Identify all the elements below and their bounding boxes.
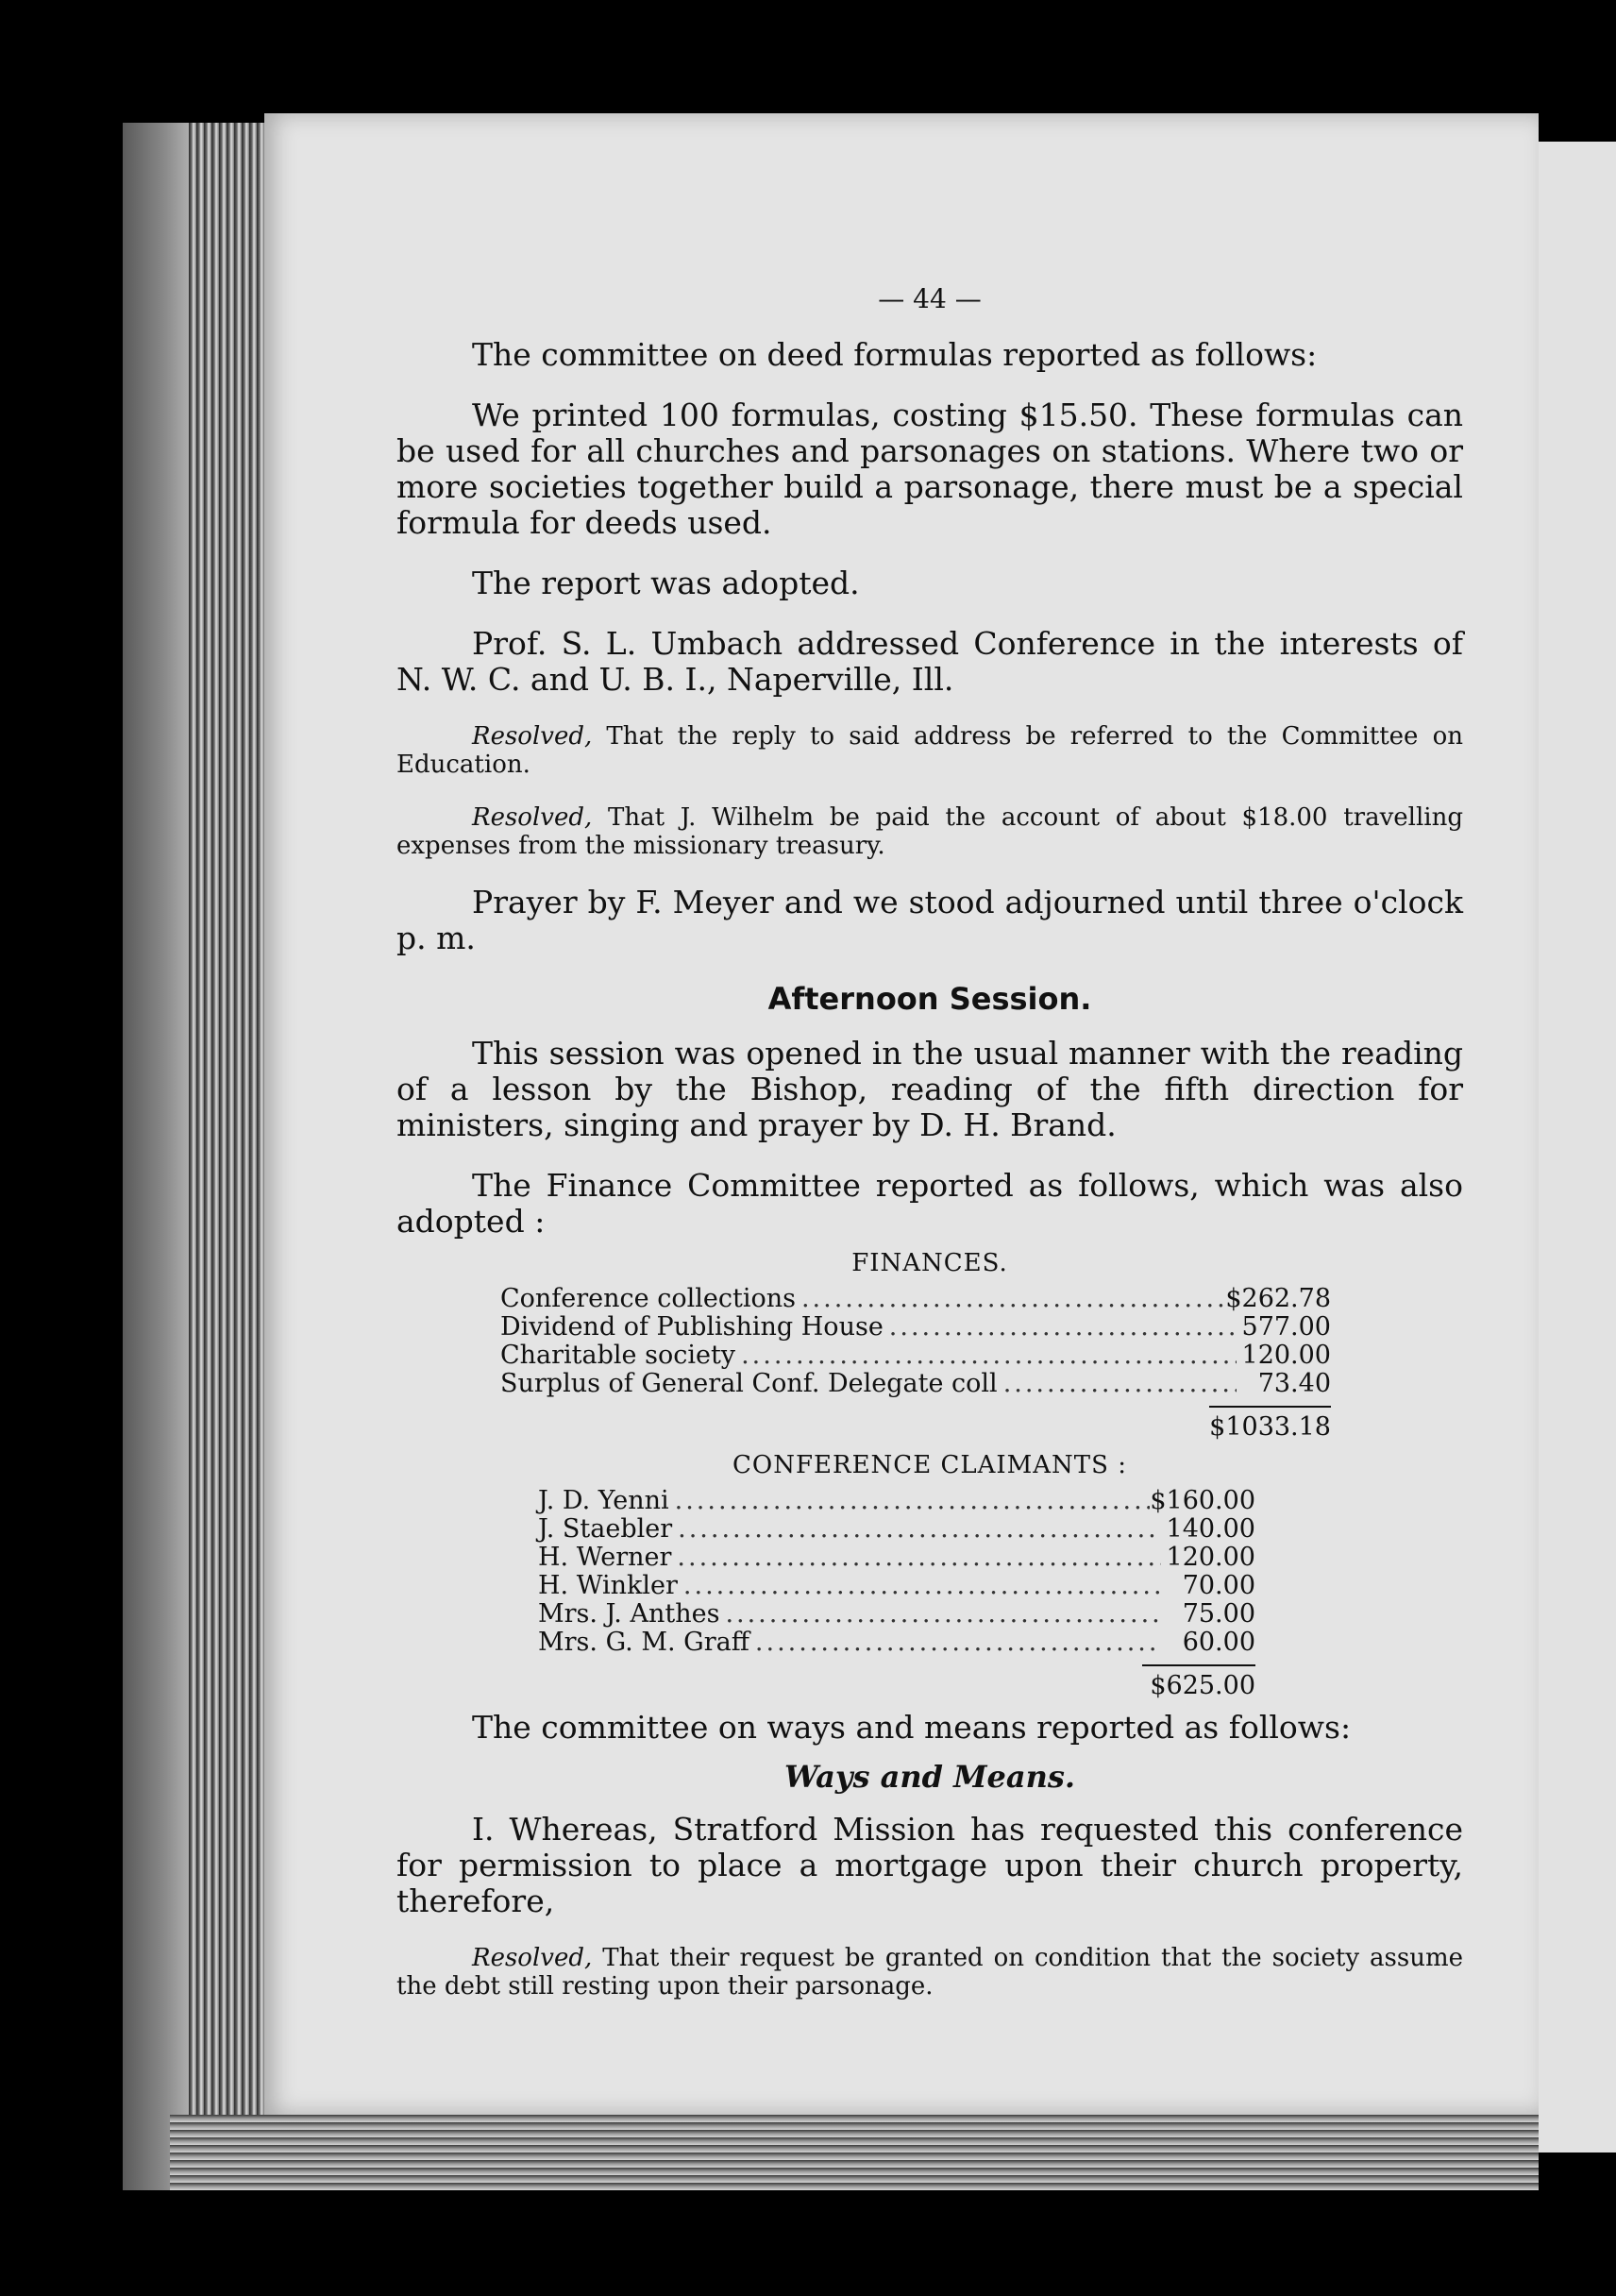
- ledger-label: J. D. Yenni: [538, 1486, 669, 1515]
- finance-intro: The Finance Committee reported as follows, which was also adopted :: [396, 1167, 1463, 1240]
- page-edges: [189, 123, 264, 2124]
- ledger-amount: 120.00: [1166, 1543, 1255, 1572]
- ledger-row: [538, 1572, 1255, 1600]
- ledger-row: [500, 1285, 1331, 1313]
- resolution-mortgage: [396, 1944, 1463, 2001]
- ledger-amount: 73.40: [1257, 1369, 1331, 1398]
- whereas-stratford: I. Whereas, Stratford Mission has requested this conference for permission to place a mortgage upon their church property, therefore,: [396, 1811, 1463, 1919]
- facing-page-edge: [1539, 142, 1616, 2152]
- ledger-row: [500, 1342, 1331, 1370]
- ledger-label: J. Staebler: [538, 1514, 673, 1544]
- deed-intro: The committee on deed formulas reported as follows:: [472, 336, 1318, 373]
- ways-means-heading: Ways and Means.: [783, 1759, 1076, 1795]
- resolution-text: That their request be granted on condition that the society assume the debt still resting upon their parsonage.: [396, 1944, 1463, 2001]
- claimants-total-row: [538, 1664, 1255, 1700]
- ledger-amount: 120.00: [1241, 1341, 1331, 1370]
- ways-means-intro: The committee on ways and means reported as follows:: [472, 1709, 1352, 1746]
- resolved-label: Resolved,: [472, 803, 593, 832]
- ledger-row: [500, 1370, 1331, 1398]
- resolved-label: Resolved,: [472, 722, 593, 751]
- ledger-label: Dividend of Publishing House: [500, 1312, 884, 1342]
- claimants-total: $625.00: [1142, 1664, 1255, 1700]
- deed-report: We printed 100 formulas, costing $15.50. These formulas can be used for all churches and parsonages on stations. Where two or more societies together build a parsonage, there must be a special formula for deeds used.: [396, 397, 1463, 541]
- ledger-amount: $160.00: [1150, 1486, 1255, 1515]
- claimants-title: CONFERENCE CLAIMANTS :: [732, 1451, 1127, 1479]
- ledger-label: Surplus of General Conf. Delegate coll: [500, 1369, 998, 1398]
- finances-total-row: [500, 1406, 1331, 1442]
- ledger-label: H. Werner: [538, 1543, 672, 1572]
- claimants-ledger: [538, 1487, 1255, 1700]
- ledger-label: Charitable society: [500, 1341, 736, 1370]
- ledger-row: [538, 1487, 1255, 1515]
- ledger-row: [538, 1544, 1255, 1572]
- prayer-adjourned: Prayer by F. Meyer and we stood adjourned until three o'clock p. m.: [396, 884, 1463, 956]
- finances-title: FINANCES.: [851, 1249, 1008, 1277]
- ledger-label: Mrs. J. Anthes: [538, 1599, 720, 1629]
- resolution-text: That the reply to said address be referred to the Committee on Education.: [396, 722, 1463, 779]
- ledger-amount: 140.00: [1166, 1514, 1255, 1544]
- umbach-address: Prof. S. L. Umbach addressed Conference in the interests of N. W. C. and U. B. I., Naperville, Ill.: [396, 625, 1463, 698]
- resolution-text: That J. Wilhelm be paid the account of about $18.00 travelling expenses from the missionary treasury.: [396, 803, 1463, 860]
- ledger-row: [500, 1313, 1331, 1342]
- resolution-wilhelm: [396, 803, 1463, 860]
- ledger-label: Mrs. G. M. Graff: [538, 1628, 749, 1657]
- bottom-page-edges: [170, 2115, 1539, 2190]
- page-content: [396, 283, 1463, 2001]
- ledger-amount: 70.00: [1182, 1571, 1255, 1600]
- ledger-row: [538, 1629, 1255, 1657]
- resolved-label: Resolved,: [472, 1944, 593, 1972]
- resolution-education: [396, 722, 1463, 779]
- report-adopted: The report was adopted.: [472, 565, 860, 601]
- finances-total: $1033.18: [1209, 1406, 1331, 1442]
- ledger-amount: 75.00: [1182, 1599, 1255, 1629]
- ledger-label: Conference collections: [500, 1284, 796, 1313]
- ledger-amount: 60.00: [1182, 1628, 1255, 1657]
- afternoon-session-text: This session was opened in the usual manner with the reading of a lesson by the Bishop, reading of the fifth direction for ministers, singing and prayer by D. H. Brand.: [396, 1035, 1463, 1143]
- afternoon-session-heading: Afternoon Session.: [767, 981, 1092, 1017]
- finances-ledger: [500, 1285, 1331, 1442]
- page-number: — 44 —: [878, 283, 982, 314]
- ledger-amount: 577.00: [1241, 1312, 1331, 1342]
- ledger-label: H. Winkler: [538, 1571, 678, 1600]
- ledger-row: [538, 1515, 1255, 1544]
- ledger-row: [538, 1600, 1255, 1629]
- ledger-amount: $262.78: [1225, 1284, 1331, 1313]
